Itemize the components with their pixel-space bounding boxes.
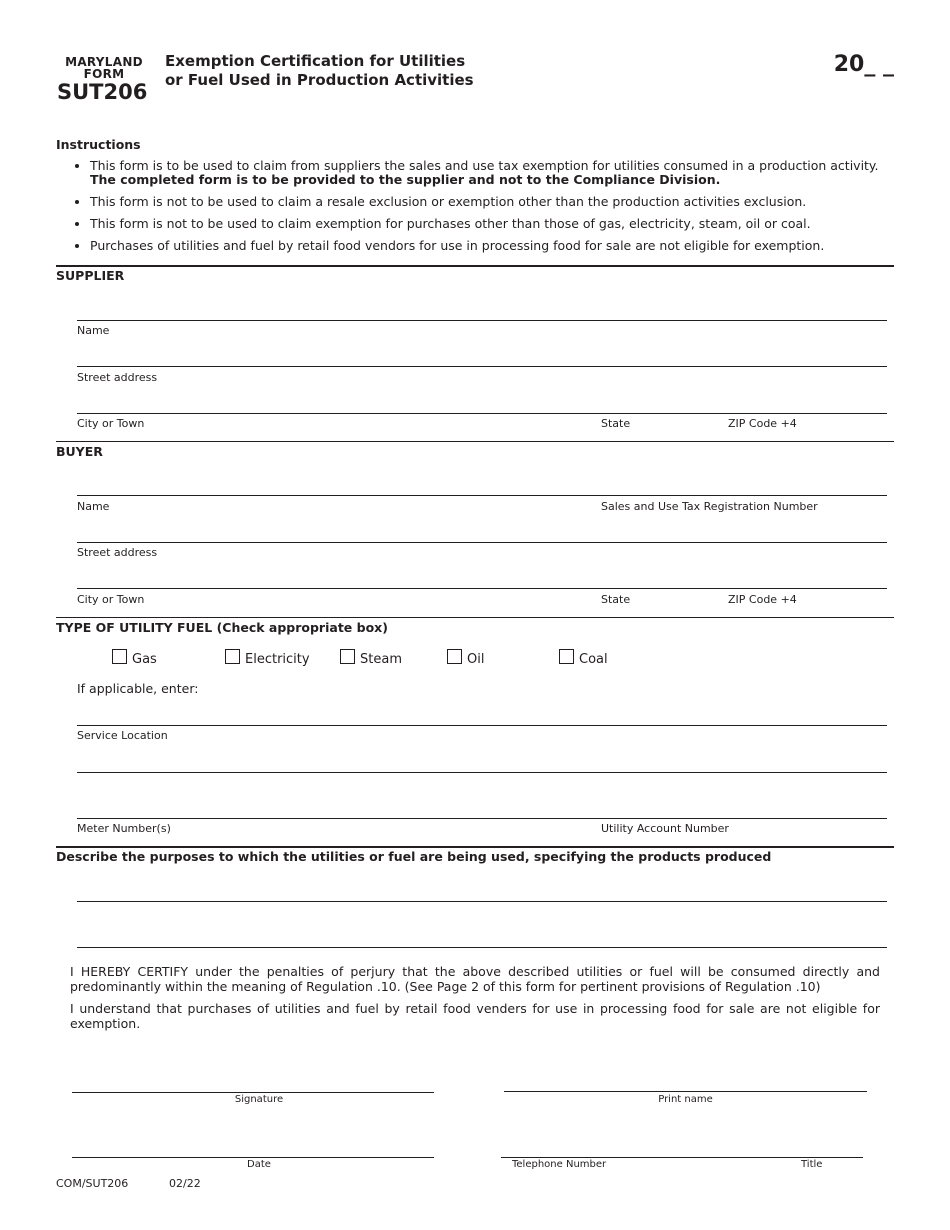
instruction-item [90,159,890,187]
tax-year: 20_ _ [833,52,894,77]
buyer-state-label: State [601,593,631,606]
buyer-street-field[interactable] [77,542,887,543]
supplier-heading: SUPPLIER [56,268,125,283]
steam-label: Steam [360,652,402,667]
instruction-bold-text: The completed form is to be provided to the supplier and not to the Compliance Division. [90,172,721,187]
supplier-name-label: Name [77,324,110,337]
purpose-heading: Describe the purposes to which the utilities or fuel are being used, specifying the products produced [56,849,772,864]
service-location-field[interactable] [77,725,887,726]
gas-label: Gas [132,652,157,667]
footer-revision: 02/22 [169,1177,201,1190]
instructions-list [56,159,890,261]
electricity-checkbox[interactable] [225,649,240,664]
buyer-name-field[interactable] [77,495,887,496]
buyer-city-label: City or Town [77,593,145,606]
oil-label: Oil [467,652,485,667]
instruction-item: • This form is not to be used to claim a resale exclusion or exemption other than the production activities exclusion. [90,195,890,209]
section-divider [56,846,894,848]
print-name-label: Print name [658,1094,713,1105]
supplier-street-field[interactable] [77,366,887,367]
instruction-item: • Purchases of utilities and fuel by retail food vendors for use in processing food for sale are not eligible for exemption. [90,239,890,253]
footer-form-code: COM/SUT206 [56,1177,129,1190]
purpose-line-1[interactable] [77,901,887,902]
coal-label: Coal [579,652,608,667]
telephone-title-field[interactable] [501,1157,863,1158]
form-id: SUT206 [57,80,148,104]
buyer-name-label: Name [77,500,110,513]
buyer-street-label: Street address [77,546,158,559]
utility-account-label: Utility Account Number [601,822,729,835]
supplier-city-label: City or Town [77,417,145,430]
supplier-name-field[interactable] [77,320,887,321]
date-label: Date [247,1159,271,1170]
instructions-heading: Instructions [56,137,141,152]
instruction-item: • This form is not to be used to claim exemption for purchases other than those of gas, electricity, steam, oil or coal. [90,217,890,231]
gas-checkbox[interactable] [112,649,127,664]
form-word-label: FORM [83,67,125,81]
section-divider [56,617,894,618]
if-applicable-label: If applicable, enter: [77,681,199,696]
date-field[interactable] [72,1157,434,1158]
oil-checkbox[interactable] [447,649,462,664]
title-label: Title [801,1159,823,1170]
supplier-state-label: State [601,417,631,430]
coal-checkbox[interactable] [559,649,574,664]
buyer-zip-label: ZIP Code +4 [728,593,797,606]
form-title [165,52,474,90]
signature-label: Signature [234,1094,284,1105]
meter-account-field[interactable] [77,818,887,819]
steam-checkbox[interactable] [340,649,355,664]
supplier-street-label: Street address [77,371,158,384]
service-location-extra-field[interactable] [77,772,887,773]
buyer-city-state-zip-field[interactable] [77,588,887,589]
instruction-text: This form is to be used to claim from suppliers the sales and use tax exemption for utilities consumed in a production activity. [90,158,879,173]
certification-paragraph: I HEREBY CERTIFY under the penalties of perjury that the above described utilities or fuel will be consumed directly and predominantly within the meaning of Regulation .10. (See Page 2 of this form for pertinent provisions of Regulation .10) [70,964,880,994]
section-divider [56,265,894,267]
buyer-registration-label: Sales and Use Tax Registration Number [601,500,818,513]
meter-number-label: Meter Number(s) [77,822,171,835]
service-location-label: Service Location [77,729,168,742]
supplier-zip-label: ZIP Code +4 [728,417,797,430]
telephone-label: Telephone Number [512,1159,607,1170]
signature-field[interactable] [72,1092,434,1093]
electricity-label: Electricity [245,652,310,667]
section-divider [56,441,894,442]
purpose-line-2[interactable] [77,947,887,948]
form-title-line1: Exemption Certification for Utilities [165,52,466,70]
supplier-city-state-zip-field[interactable] [77,413,887,414]
form-title-line2: or Fuel Used in Production Activities [165,71,474,89]
understanding-paragraph: I understand that purchases of utilities and fuel by retail food venders for use in processing food for sale are not eligible for exemption. [70,1001,880,1031]
buyer-heading: BUYER [56,444,103,459]
fuel-type-heading: TYPE OF UTILITY FUEL (Check appropriate box) [56,620,388,635]
state-label: MARYLAND [65,55,143,69]
print-name-field[interactable] [504,1091,867,1092]
